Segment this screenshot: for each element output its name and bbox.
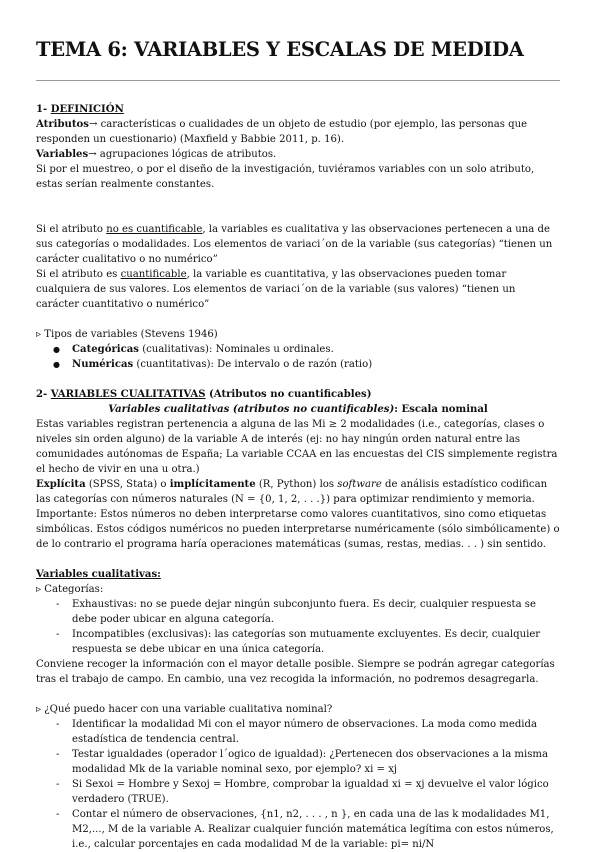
section-1-title: DEFINICIÓN [50, 104, 124, 115]
list-item: - Si Sexoi = Hombre y Sexoj = Hombre, comprobar la igualdad xi = xj devuelve el valor lógico verdadero (TRUE). [36, 777, 560, 807]
list-item: - Contar el número de observaciones, {n1, n2, . . . , n }, en cada una de las k modalidades M1, M2,..., M de la variable A. Realizar cualquier función matemática legítima con estos números, i.e., calcular porcentajes en cada modalidad M de la variable: pi= ni/N [36, 807, 560, 852]
constants-paragraph: Si por el muestreo, o por el diseño de la investigación, tuviéramos variables con un solo atributo, estas serían realmente constantes. [36, 164, 535, 190]
categoricas-text: (cualitativas): Nominales u ordinales. [138, 344, 334, 355]
qualitative-underline: no es cuantificable [106, 224, 203, 235]
quantitative-underline: cuantificable [120, 269, 187, 280]
numericas-label: Numéricas [72, 359, 134, 370]
qualitative-variables-heading [36, 567, 560, 582]
section-2-subheading [36, 402, 560, 417]
section-2-heading [36, 387, 560, 402]
quantitative-text-a: Si el atributo es [36, 269, 121, 280]
variables-definition [36, 147, 560, 162]
atributos-text: → características o cualidades de un objeto de estudio (por ejemplo, las personas que responden un cuestionario) (Maxfield y Babbie 2011, p. 16). [36, 119, 528, 145]
qualitative-paragraph [36, 222, 560, 267]
section-1-heading [36, 102, 560, 117]
variable-types-list [36, 342, 560, 372]
qualitative-variables-title: Variables cualitativas: [36, 569, 161, 580]
coding-paragraph [36, 477, 560, 507]
document-body [36, 102, 560, 852]
list-item: - Testar igualdades (operador l´ogico de igualdad): ¿Pertenecen dos observaciones a la misma modalidad Mk de la variable nominal sexo, por ejemplo? xi = xj [36, 747, 560, 777]
quantitative-text-b: , la variable es cuantitativa, y las observaciones pueden tomar cualquiera de sus valores. Los elementos de variaci´on de la variable (sus valores) “tienen un carácter cuantitativo o numérico” [36, 269, 516, 310]
categories-list [36, 597, 560, 657]
list-item: - Identificar la modalidad Mi con el mayor número de observaciones. La moda como medida estadística de tendencia central. [36, 717, 560, 747]
atributos-label: Atributos [36, 119, 89, 130]
implicitamente-text: (R, Python) los [255, 479, 338, 490]
subheading-italic: Variables cualitativas (atributos no cuantificables) [108, 404, 395, 415]
categoricas-label: Categóricas [72, 344, 139, 355]
list-item: - Exhaustivas: no se puede dejar ningún subconjunto fuera. Es decir, cualquier respuesta se debe poder ubicar en alguna categoría. [36, 597, 560, 627]
categories-intro: ▹ Categorías: [36, 584, 104, 595]
explicita-text: (SPSS, Stata) o [85, 479, 170, 490]
title-divider [36, 80, 560, 81]
section-2-title-rest: (Atributos no cuantificables) [205, 389, 372, 400]
membership-paragraph: Estas variables registran pertenencia a alguna de las Mi ≥ 2 modalidades (i.e., categorías, clases o niveles sin orden alguno) de la variable A de interés (ej: no hay ningún orden natural entre las comunidades autónomas de España; La variable CCAA en las encuestas del CIS simplemente registra el hecho de vivir en una u otra.) [36, 419, 558, 475]
variables-text: → agrupaciones lógicas de atributos. [88, 149, 277, 160]
software-word: software [337, 479, 382, 490]
section-1-number: 1- [36, 104, 51, 115]
list-item [36, 357, 560, 372]
section-2-number: 2- [36, 389, 51, 400]
list-item [36, 342, 560, 357]
detail-paragraph: Conviene recoger la información con el mayor detalle posible. Siempre se podrán agregar categorías tras el trabajo de campo. En cambio, una vez recogida la información, no podremos desagregarla. [36, 659, 555, 685]
coding-text: de análisis estadístico codifican las categorías con números naturales (N = {0, 1, 2, . . .}) para optimizar rendimiento y memoria. [36, 479, 548, 505]
qualitative-text-a: Si el atributo [36, 224, 107, 235]
nominal-question: ▹ ¿Qué puedo hacer con una variable cualitativa nominal? [36, 704, 333, 715]
numericas-text: (cuantitativas): De intervalo o de razón (ratio) [133, 359, 373, 370]
atributos-definition [36, 117, 560, 147]
variable-types-intro: ▹ Tipos de variables (Stevens 1946) [36, 329, 218, 340]
variables-label: Variables [36, 149, 89, 160]
list-item: - Incompatibles (exclusivas): las categorías son mutuamente excluyentes. Es decir, cualquier respuesta se debe ubicar en una única categoría. [36, 627, 560, 657]
subheading-rest: : Escala nominal [394, 404, 488, 415]
page-title: TEMA 6: VARIABLES Y ESCALAS DE MEDIDA [36, 38, 524, 61]
qualitative-text-b: , la variables es cualitativa y las observaciones pertenecen a una de sus categorías o modalidades. Los elementos de variaci´on de la variable (sus categorías) “tienen un carácter cualitativo o no numérico” [36, 224, 553, 265]
explicita-label: Explícita [36, 479, 86, 490]
section-2-title: VARIABLES CUALITATIVAS [50, 389, 206, 400]
important-paragraph: Importante: Estos números no deben interpretarse como valores cuantitativos, sino como etiquetas simbólicas. Estos códigos numéricos no pueden interpretarse numéricamente (sólo simbólicamente) o de lo contrario el programa haría operaciones matemáticas (sumas, restas, medias. . . ) sin sentido. [36, 509, 560, 550]
implicitamente-label: implícitamente [169, 479, 256, 490]
nominal-operations-list [36, 717, 560, 852]
quantitative-paragraph [36, 267, 560, 312]
